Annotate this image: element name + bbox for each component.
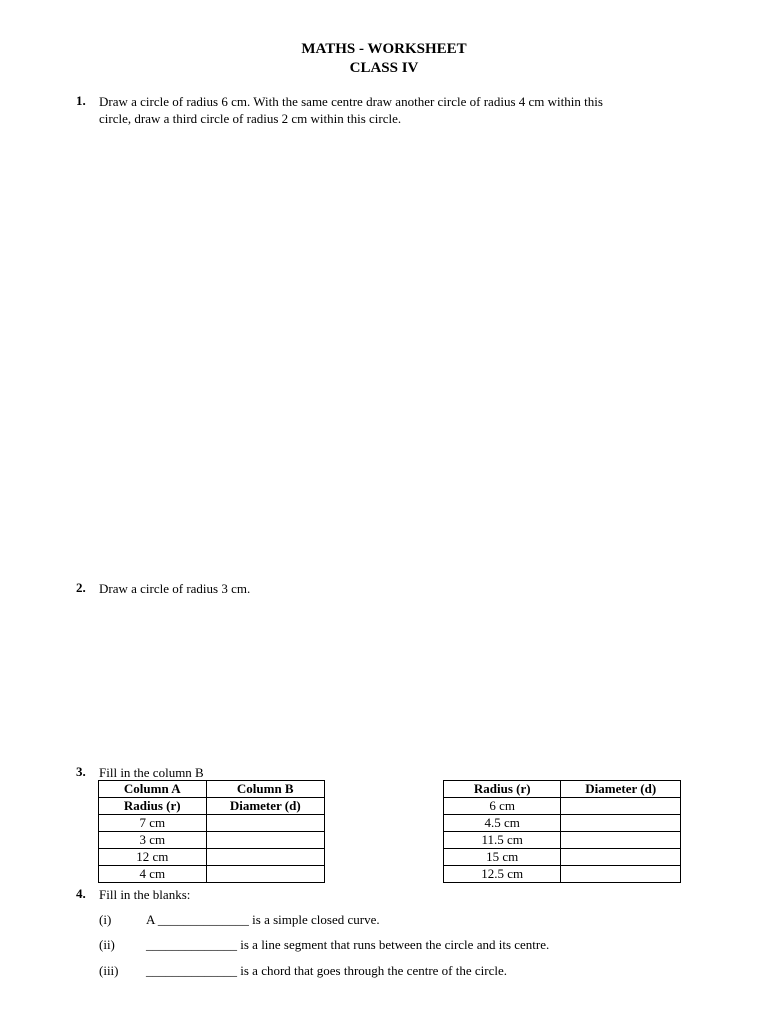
question-4-number: 4. (76, 886, 86, 901)
table-left-diameter-blank (206, 849, 324, 866)
table-row (99, 832, 325, 849)
item-numeral: (i) (99, 912, 112, 927)
item-numeral: (ii) (99, 937, 115, 952)
table-right-radius-cell: 4.5 cm (444, 815, 561, 832)
table-left-header-diameter: Diameter (d) (206, 798, 324, 815)
table-right-diameter-blank (561, 866, 681, 883)
item-numeral: (iii) (99, 963, 119, 978)
table-left-diameter-blank (206, 815, 324, 832)
item-statement: ______________ is a chord that goes through the centre of the circle. (146, 963, 508, 978)
radius-diameter-table-left (98, 780, 325, 883)
table-row (444, 815, 681, 832)
table-left-header-column-a: Column A (99, 781, 207, 798)
table-row (444, 832, 681, 849)
table-row (99, 815, 325, 832)
question-3-text: Fill in the column B (99, 765, 204, 780)
table-right-radius-cell: 11.5 cm (444, 832, 561, 849)
item-statement: ______________ is a line segment that runs between the circle and its centre. (146, 937, 550, 952)
question-1-number: 1. (76, 93, 86, 108)
table-row (444, 849, 681, 866)
class-label: CLASS IV (349, 60, 419, 76)
table-right-radius-cell: 6 cm (444, 798, 561, 815)
table-right-radius-cell: 15 cm (444, 849, 561, 866)
radius-diameter-table-right (443, 780, 681, 883)
table-right-header-diameter: Diameter (d) (561, 781, 681, 798)
question-1-line-1: Draw a circle of radius 6 cm. With the same centre draw another circle of radius 4 cm within this (99, 94, 603, 109)
question-3-number: 3. (76, 764, 86, 779)
table-row (444, 798, 681, 815)
table-left-radius-cell: 4 cm (99, 866, 207, 883)
table-left-header-column-b: Column B (206, 781, 324, 798)
table-row (99, 849, 325, 866)
question-2-text: Draw a circle of radius 3 cm. (99, 581, 251, 596)
table-left-radius-cell: 7 cm (99, 815, 207, 832)
table-right-diameter-blank (561, 815, 681, 832)
question-2-number: 2. (76, 580, 86, 595)
table-left-radius-cell: 12 cm (99, 849, 207, 866)
table-row (99, 866, 325, 883)
table-right-radius-cell: 12.5 cm (444, 866, 561, 883)
table-right-diameter-blank (561, 832, 681, 849)
table-left-diameter-blank (206, 866, 324, 883)
table-left-radius-cell: 3 cm (99, 832, 207, 849)
table-right-diameter-blank (561, 798, 681, 815)
question-1-line-2: circle, draw a third circle of radius 2 cm within this circle. (99, 111, 402, 126)
worksheet-title: MATHS - WORKSHEET (301, 41, 467, 57)
question-4-text: Fill in the blanks: (99, 887, 191, 902)
table-right-header-radius: Radius (r) (444, 781, 561, 798)
item-statement: A ______________ is a simple closed curve. (146, 912, 380, 927)
table-left-header-radius: Radius (r) (99, 798, 207, 815)
table-left-diameter-blank (206, 832, 324, 849)
table-row (444, 866, 681, 883)
table-right-diameter-blank (561, 849, 681, 866)
